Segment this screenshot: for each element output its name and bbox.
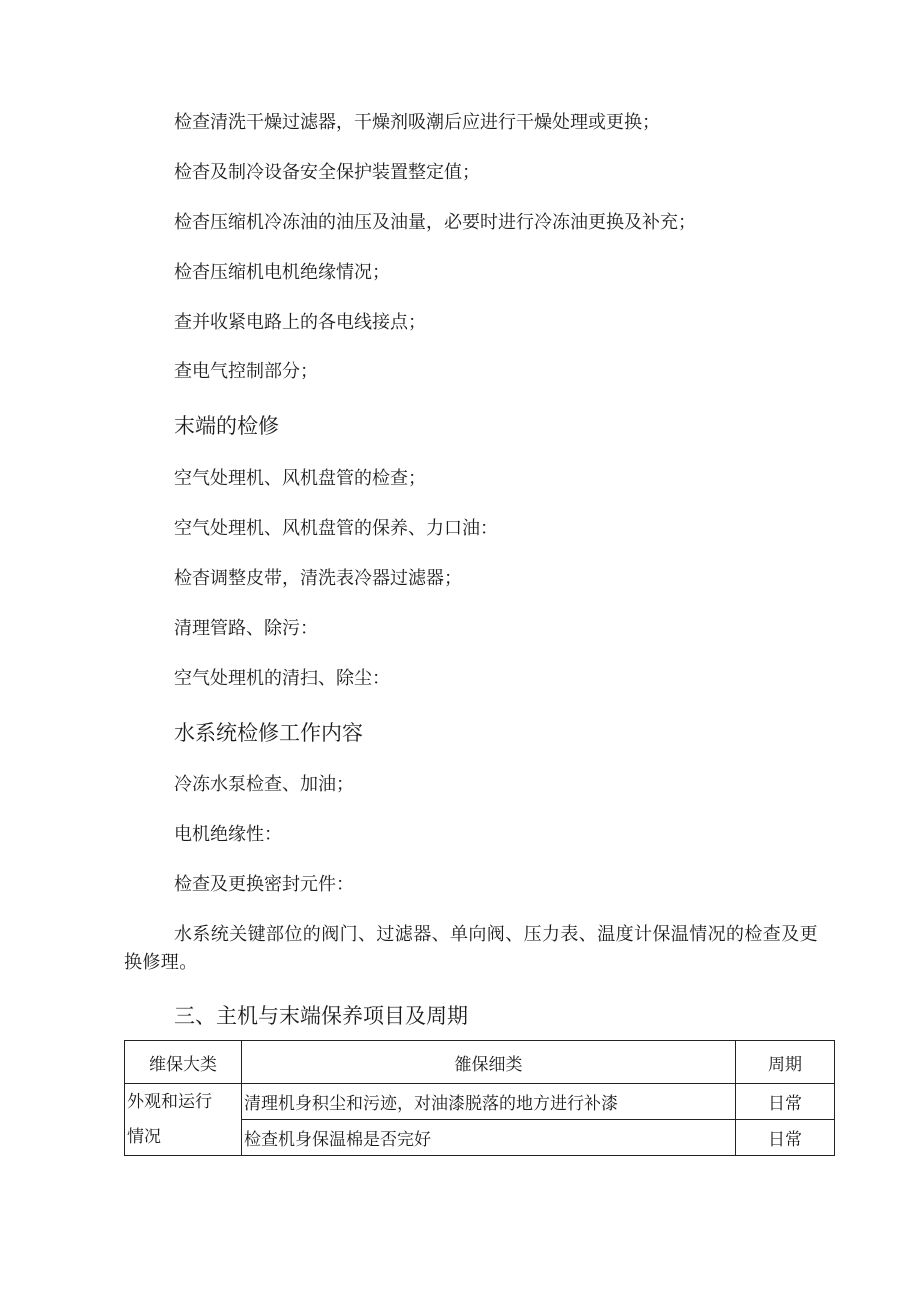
list-item: 电机绝缘性： [174, 824, 282, 845]
list-item: 冷冻水泵检查、加油； [174, 774, 354, 795]
section-heading-terminal: 末端的检修 [174, 414, 279, 438]
list-item: 空气处理机、风机盘管的保养、力口油： [174, 518, 498, 539]
detail-cell: 检查机身保温棉是否完好 [242, 1120, 736, 1156]
list-item: 清理管路、除污： [174, 618, 318, 639]
list-item: 检查清洗干燥过滤器，干燥剂吸潮后应进行干燥处理或更换； [174, 112, 660, 133]
water-system-paragraph: 水系统关键部位的阀门、过滤器、单向阀、压力表、温度计保温情况的检查及更换修理。 [124, 924, 818, 973]
category-cell [125, 1084, 242, 1156]
category-label-line1: 外观和运行 [127, 1091, 212, 1112]
list-item: 查电气控制部分； [174, 361, 318, 382]
detail-cell: 清理机身积尘和污迹，对油漆脱落的地方进行补漆 [242, 1084, 736, 1120]
column-header-detail: 雒保细类 [242, 1041, 736, 1084]
section-heading-table: 三、主机与末端保养项目及周期 [174, 1004, 468, 1028]
list-item: 空气处理机的清扫、除尘： [174, 668, 390, 689]
column-header-category: 维保大类 [125, 1041, 242, 1084]
table-header-row [125, 1041, 835, 1084]
period-cell: 日常 [736, 1084, 835, 1120]
list-item: 检杳及制冷设备安全保护装置整定值； [174, 162, 480, 183]
period-cell: 日常 [736, 1120, 835, 1156]
list-item: 查并收紧电路上的各电线接点； [174, 312, 426, 333]
table-row [125, 1084, 835, 1120]
category-label-line2: 情况 [127, 1126, 161, 1147]
list-item: 检查及更换密封元件： [174, 874, 354, 895]
list-item: 检杳调整皮带，清洗表冷器过滤器； [174, 568, 462, 589]
list-item: 空气处理机、风机盘管的检查； [174, 468, 426, 489]
maintenance-table [124, 1040, 835, 1156]
section-heading-water: 水系统检修工作内容 [174, 721, 363, 745]
list-item: 检杳压缩机电机绝缘情况； [174, 262, 390, 283]
list-item: 检杳压缩机冷冻油的油压及油量，必要时进行冷冻油更换及补充； [174, 212, 696, 233]
column-header-period: 周期 [736, 1041, 835, 1084]
